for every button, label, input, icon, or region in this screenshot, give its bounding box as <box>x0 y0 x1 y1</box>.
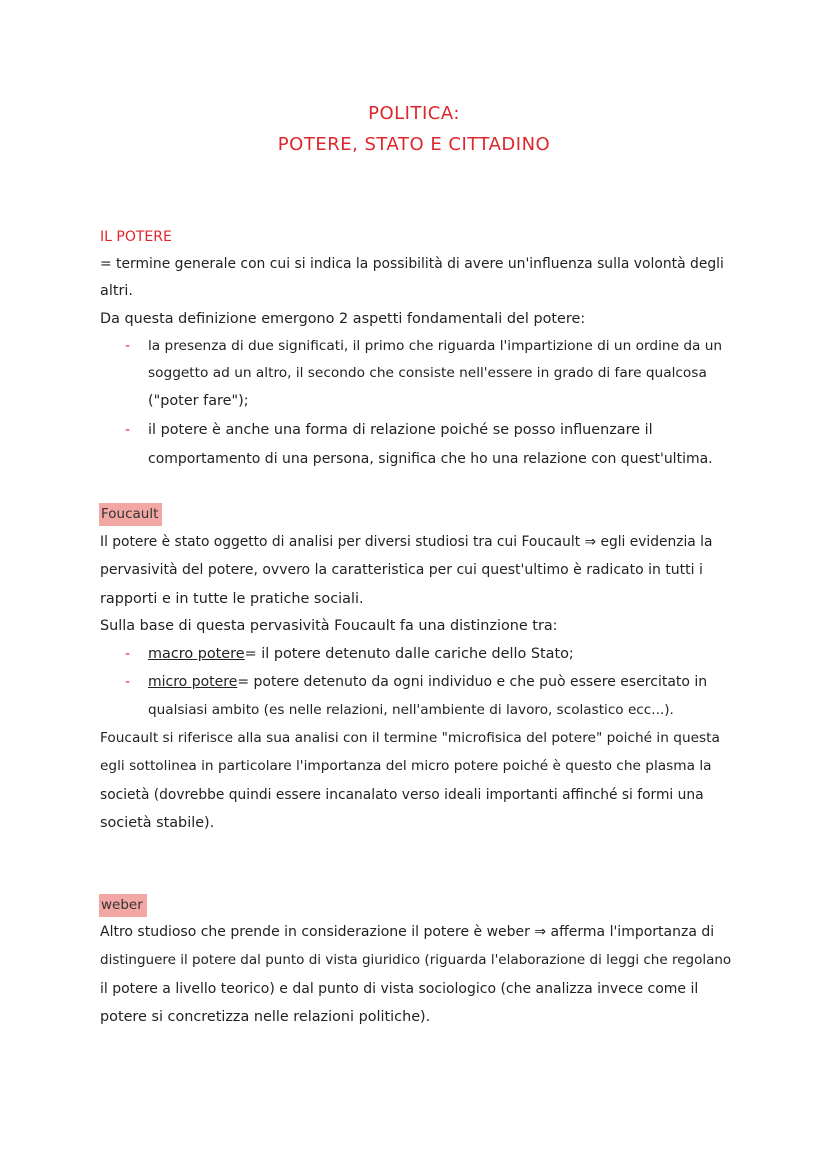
bullet-text: comportamento di una persona, significa che ho una relazione con quest'ultima. <box>148 451 713 467</box>
document-title-line2: POTERE, STATO E CITTADINO <box>277 134 551 155</box>
text-line: Foucault si riferisce alla sua analisi con il termine "microfisica del potere" poiché in questa <box>100 730 720 746</box>
bullet-dash: - <box>125 338 131 354</box>
bullet-text: il potere è anche una forma di relazione poiché se posso influenzare il <box>148 422 653 438</box>
bullet-dash: - <box>125 422 131 438</box>
bullet-text <box>148 645 574 663</box>
text-line: altri. <box>100 283 133 299</box>
bullet-dash: - <box>125 674 131 690</box>
bullet-text: la presenza di due significati, il primo che riguarda l'impartizione di un ordine da un <box>148 338 723 354</box>
term-macro-potere: macro potere <box>148 646 245 662</box>
term-definition: = il potere detenuto dalle cariche dello Stato; <box>244 646 574 662</box>
text-line: Sulla base di questa pervasività Foucault fa una distinzione tra: <box>100 618 558 634</box>
highlighted-label-weber: weber <box>99 894 147 917</box>
text-line: società stabile). <box>100 815 215 831</box>
text-line: rapporti e in tutte le pratiche sociali. <box>100 591 364 607</box>
text-line: = termine generale con cui si indica la possibilità di avere un'influenza sulla volontà degli <box>100 256 724 272</box>
bullet-text <box>148 673 707 691</box>
bullet-dash: - <box>125 646 131 662</box>
text-line: distinguere il potere dal punto di vista giuridico (riguarda l'elaborazione di leggi che regolano <box>100 952 732 968</box>
text-line: il potere a livello teorico) e dal punto di vista sociologico (che analizza invece come il <box>100 981 699 997</box>
section-heading-potere: IL POTERE <box>100 229 172 245</box>
text-line: Da questa definizione emergono 2 aspetti fondamentali del potere: <box>100 311 586 327</box>
bullet-text: soggetto ad un altro, il secondo che consiste nell'essere in grado di fare qualcosa <box>148 365 707 381</box>
bullet-text: qualsiasi ambito (es nelle relazioni, nell'ambiente di lavoro, scolastico ecc...). <box>148 702 674 718</box>
text-line: Il potere è stato oggetto di analisi per diversi studiosi tra cui Foucault ⇒ egli evidenzia la <box>100 534 713 550</box>
text-line: pervasività del potere, ovvero la caratteristica per cui quest'ultimo è radicato in tutti i <box>100 562 703 578</box>
document-title-line1: POLITICA: <box>368 103 460 124</box>
text-line: Altro studioso che prende in considerazione il potere è weber ⇒ afferma l'importanza di <box>100 924 715 940</box>
text-line: società (dovrebbe quindi essere incanalato verso ideali importanti affinché si formi una <box>100 787 704 803</box>
highlighted-label-foucault: Foucault <box>99 503 162 526</box>
bullet-text: ("poter fare"); <box>148 393 249 409</box>
text-line: potere si concretizza nelle relazioni politiche). <box>100 1009 431 1025</box>
text-line: egli sottolinea in particolare l'importanza del micro potere poiché è questo che plasma la <box>100 758 712 774</box>
term-micro-potere: micro potere <box>148 674 238 690</box>
term-definition: = potere detenuto da ogni individuo e che può essere esercitato in <box>237 674 708 690</box>
